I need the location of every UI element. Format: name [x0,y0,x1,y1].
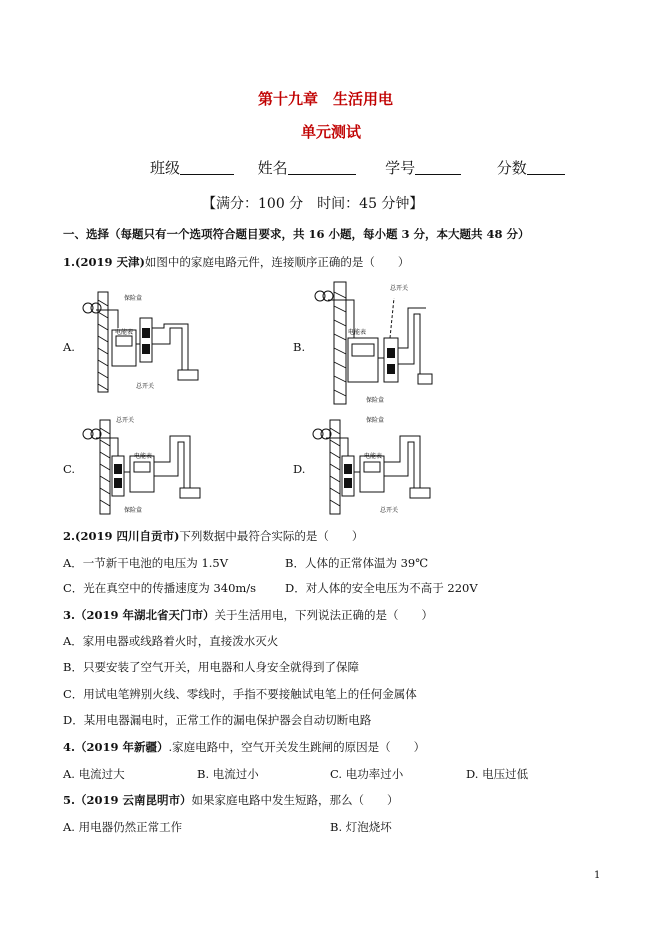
option-a[interactable]: A. 电流过大 [63,767,125,781]
option-a[interactable]: A. 用电器仍然正常工作 [63,820,183,834]
score-blank[interactable] [527,160,565,175]
fuse-box-label: 保险盒 [124,295,143,302]
question-source: (2019 四川自贡市) [75,529,180,543]
meter-label: 电能表 [348,329,367,336]
question-1: 1.(2019 天津)如图中的家庭电路元件，连接顺序正确的是（ ） [63,255,410,269]
question-stem: 关于生活用电，下列说法正确的是（ ） [214,608,434,622]
main-switch-label: 总开关 [390,285,409,292]
option-letter: B. [293,340,306,354]
main-switch-label: 总开关 [136,383,155,390]
option-d[interactable]: D．某用电器漏电时，正常工作的漏电保护器会自动切断电路 [63,713,372,727]
name-label: 姓名 [257,159,288,177]
circuit-diagram-d [308,412,438,516]
fuse-box-label: 保险盒 [124,507,143,514]
option-c[interactable]: C. 电功率过小 [330,767,404,781]
option-c[interactable]: C．用试电笔辨别火线、零线时，手指不要接触试电笔上的任何金属体 [63,687,417,701]
option-b[interactable]: B．人体的正常体温为 39℃ [285,556,429,570]
question-stem: 下列数据中最符合实际的是（ ） [179,529,364,543]
option-letter: C. [63,462,76,476]
option-b[interactable]: B．只要安装了空气开关，用电器和人身安全就得到了保障 [63,660,359,674]
unit-test-subtitle: 单元测试 [301,123,362,141]
circuit-diagram-b [308,278,438,406]
question-source: （2019 年新疆） [75,740,169,754]
fuse-box-label: 保险盒 [366,397,385,404]
score-label: 分数 [496,159,527,177]
option-letter: A. [63,340,75,354]
question-source: （2019 年湖北省天门市） [75,608,215,622]
page-number: 1 [594,870,601,881]
fuse-box-label: 保险盒 [366,417,385,424]
circuit-diagram-a [78,288,208,393]
id-blank[interactable] [415,160,461,175]
circuit-diagram-c [78,412,208,516]
option-b[interactable]: B. 电流过小 [197,767,259,781]
option-c[interactable]: C．光在真空中的传播速度为 340m/s [63,581,257,595]
question-2: 2.(2019 四川自贡市)下列数据中最符合实际的是（ ） [63,529,364,543]
option-a[interactable]: A．一节新干电池的电压为 1.5V [63,556,229,570]
meter-label: 电能表 [115,329,134,336]
id-label: 学号 [385,159,416,177]
question-stem: .家庭电路中，空气开关发生跳闸的原因是（ ） [168,740,426,754]
meter-label: 电能表 [134,453,153,460]
question-source: （2019 云南昆明市） [75,793,192,807]
question-stem: 如果家庭电路中发生短路，那么（ ） [191,793,399,807]
exam-info: 【满分：100 分 时间：45 分钟】 [202,196,424,212]
option-a[interactable]: A．家用电器或线路着火时，直接泼水灭火 [63,634,279,648]
info-line [150,157,565,178]
main-switch-label: 总开关 [116,417,135,424]
question-stem: 如图中的家庭电路元件，连接顺序正确的是（ ） [144,255,410,269]
option-d[interactable]: D．对人体的安全电压为不高于 220V [285,581,478,595]
class-blank[interactable] [180,160,234,175]
class-label: 班级 [150,159,181,177]
main-switch-label: 总开关 [380,507,399,514]
question-source: (2019 天津) [75,255,145,269]
question-4: 4.（2019 年新疆）.家庭电路中，空气开关发生跳闸的原因是（ ） [63,740,426,754]
section-1-title: 一、选择（每题只有一个选项符合题目要求，共 16 小题，每小题 3 分，本大题共 48 分） [63,227,530,241]
name-blank[interactable] [288,160,356,175]
chapter-title: 第十九章 生活用电 [258,90,394,108]
question-3: 3.（2019 年湖北省天门市）关于生活用电，下列说法正确的是（ ） [63,608,434,622]
question-5: 5.（2019 云南昆明市）如果家庭电路中发生短路，那么（ ） [63,793,399,807]
meter-label: 电能表 [364,453,383,460]
option-d[interactable]: D. 电压过低 [466,767,529,781]
option-b[interactable]: B. 灯泡烧坏 [330,820,392,834]
option-letter: D. [293,462,306,476]
